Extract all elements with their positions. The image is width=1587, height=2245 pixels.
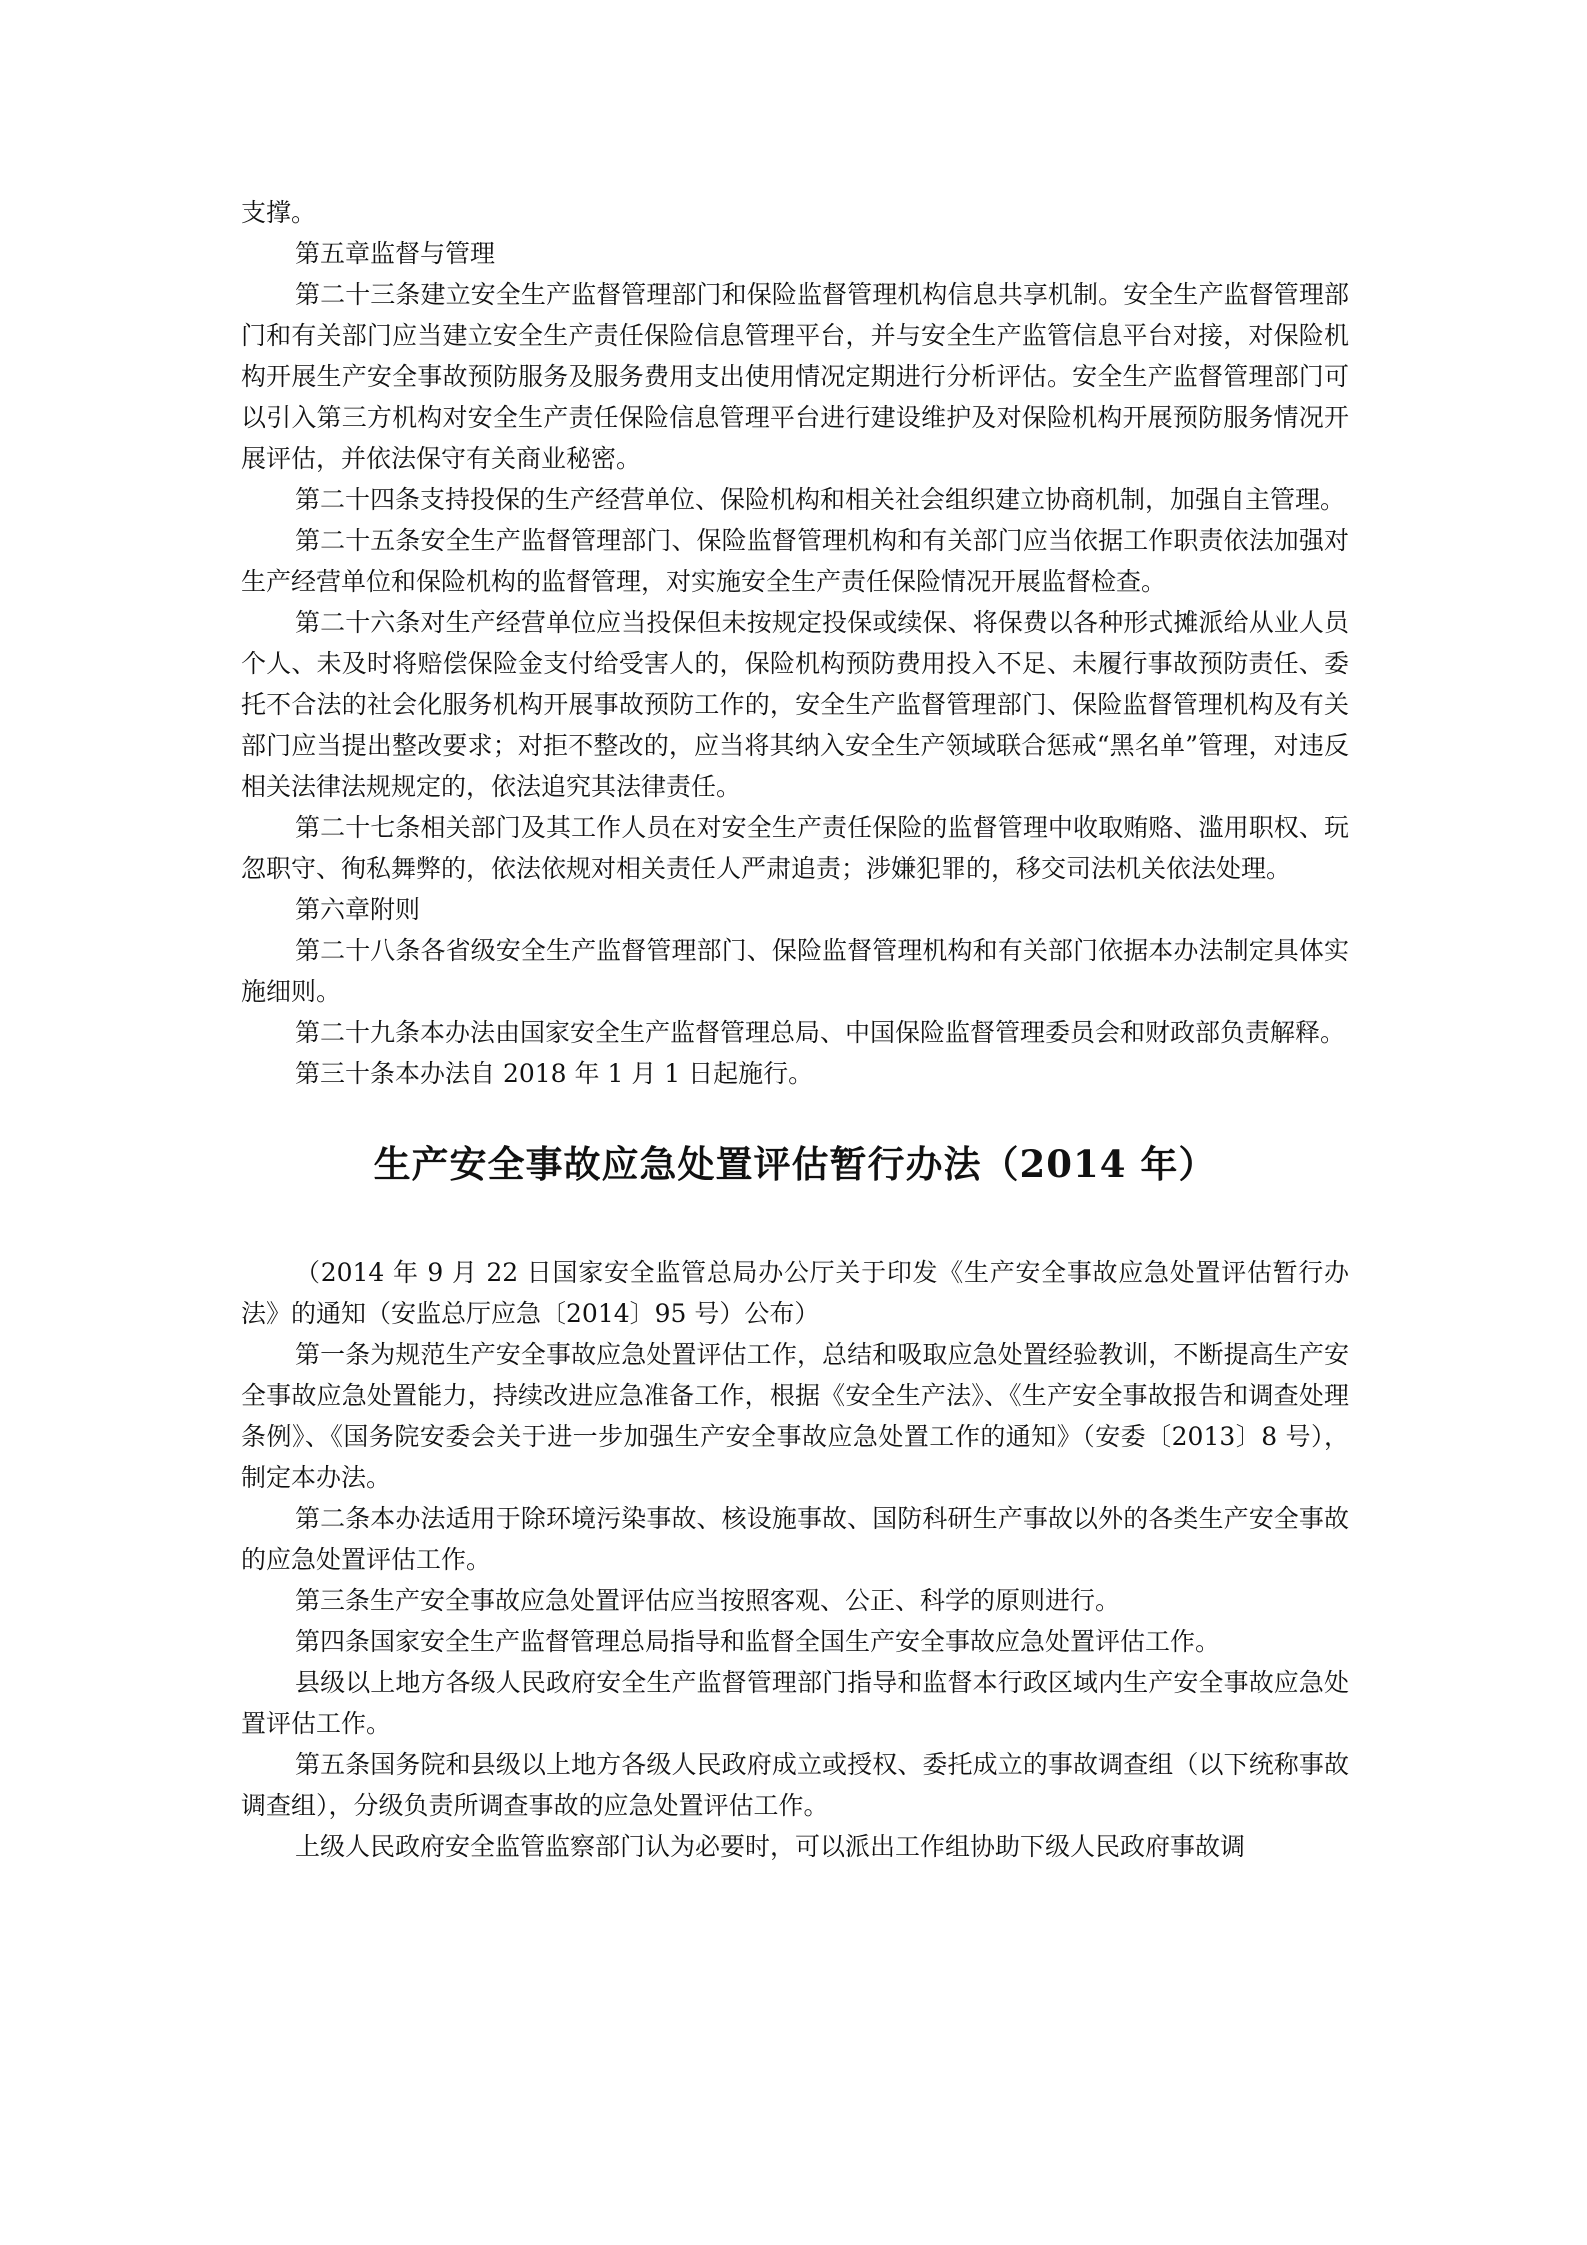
article-28: 第二十八条各省级安全生产监督管理部门、保险监督管理机构和有关部门依据本办法制定具体实施细则。 [241, 936, 1349, 1006]
chapter-heading-6: 第六章附则 [295, 895, 421, 924]
article-24: 第二十四条支持投保的生产经营单位、保险机构和相关社会组织建立协商机制，加强自主管理。 [295, 485, 1346, 514]
article-4-paragraph-2: 县级以上地方各级人民政府安全生产监督管理部门指导和监督本行政区域内生产安全事故应急处置评估工作。 [241, 1668, 1349, 1738]
article-5-paragraph-2: 上级人民政府安全监管监察部门认为必要时，可以派出工作组协助下级人民政府事故调 [295, 1832, 1246, 1861]
paragraph-continuation: 支撑。 [241, 198, 317, 227]
title-spacer [241, 1190, 1349, 1252]
article-4: 第四条国家安全生产监督管理总局指导和监督全国生产安全事故应急处置评估工作。 [295, 1627, 1221, 1656]
chapter-heading-5: 第五章监督与管理 [295, 239, 496, 268]
article-23: 第二十三条建立安全生产监督管理部门和保险监督管理机构信息共享机制。安全生产监督管理部门和有关部门应当建立安全生产责任保险信息管理平台，并与安全生产监管信息平台对接，对保险机构开展生产安全事故预防服务及服务费用支出使用情况定期进行分析评估。安全生产监督管理部门可以引入第三方机构对安全生产责任保险信息管理平台进行建设维护及对保险机构开展预防服务情况开展评估，并依法保守有关商业秘密。 [241, 280, 1349, 473]
article-2: 第二条本办法适用于除环境污染事故、核设施事故、国防科研生产事故以外的各类生产安全事故的应急处置评估工作。 [241, 1504, 1349, 1574]
document-body [241, 192, 1349, 1867]
article-25: 第二十五条安全生产监督管理部门、保险监督管理机构和有关部门应当依据工作职责依法加强对生产经营单位和保险机构的监督管理，对实施安全生产责任保险情况开展监督检查。 [241, 526, 1349, 596]
article-3: 第三条生产安全事故应急处置评估应当按照客观、公正、科学的原则进行。 [295, 1586, 1121, 1615]
document-title: 生产安全事故应急处置评估暂行办法（2014 年） [373, 1142, 1217, 1186]
article-27: 第二十七条相关部门及其工作人员在对安全生产责任保险的监督管理中收取贿赂、滥用职权、玩忽职守、徇私舞弊的，依法依规对相关责任人严肃追责；涉嫌犯罪的，移交司法机关依法处理。 [241, 813, 1349, 883]
publication-note: （2014 年 9 月 22 日国家安全监管总局办公厅关于印发《生产安全事故应急处置评估暂行办法》的通知（安监总厅应急〔2014〕95 号）公布） [241, 1258, 1349, 1328]
article-29: 第二十九条本办法由国家安全生产监督管理总局、中国保险监督管理委员会和财政部负责解释。 [295, 1018, 1346, 1047]
article-5: 第五条国务院和县级以上地方各级人民政府成立或授权、委托成立的事故调查组（以下统称事故调查组），分级负责所调查事故的应急处置评估工作。 [241, 1750, 1349, 1820]
article-30: 第三十条本办法自 2018 年 1 月 1 日起施行。 [295, 1059, 814, 1088]
article-1: 第一条为规范生产安全事故应急处置评估工作，总结和吸取应急处置经验教训，不断提高生产安全事故应急处置能力，持续改进应急准备工作，根据《安全生产法》、《生产安全事故报告和调查处理条例》、《国务院安委会关于进一步加强生产安全事故应急处置工作的通知》（安委〔2013〕8 号），制定本办法。 [241, 1340, 1349, 1492]
article-26: 第二十六条对生产经营单位应当投保但未按规定投保或续保、将保费以各种形式摊派给从业人员个人、未及时将赔偿保险金支付给受害人的，保险机构预防费用投入不足、未履行事故预防责任、委托不合法的社会化服务机构开展事故预防工作的，安全生产监督管理部门、保险监督管理机构及有关部门应当提出整改要求；对拒不整改的，应当将其纳入安全生产领域联合惩戒“黑名单”管理，对违反相关法律法规规定的，依法追究其法律责任。 [241, 608, 1349, 801]
